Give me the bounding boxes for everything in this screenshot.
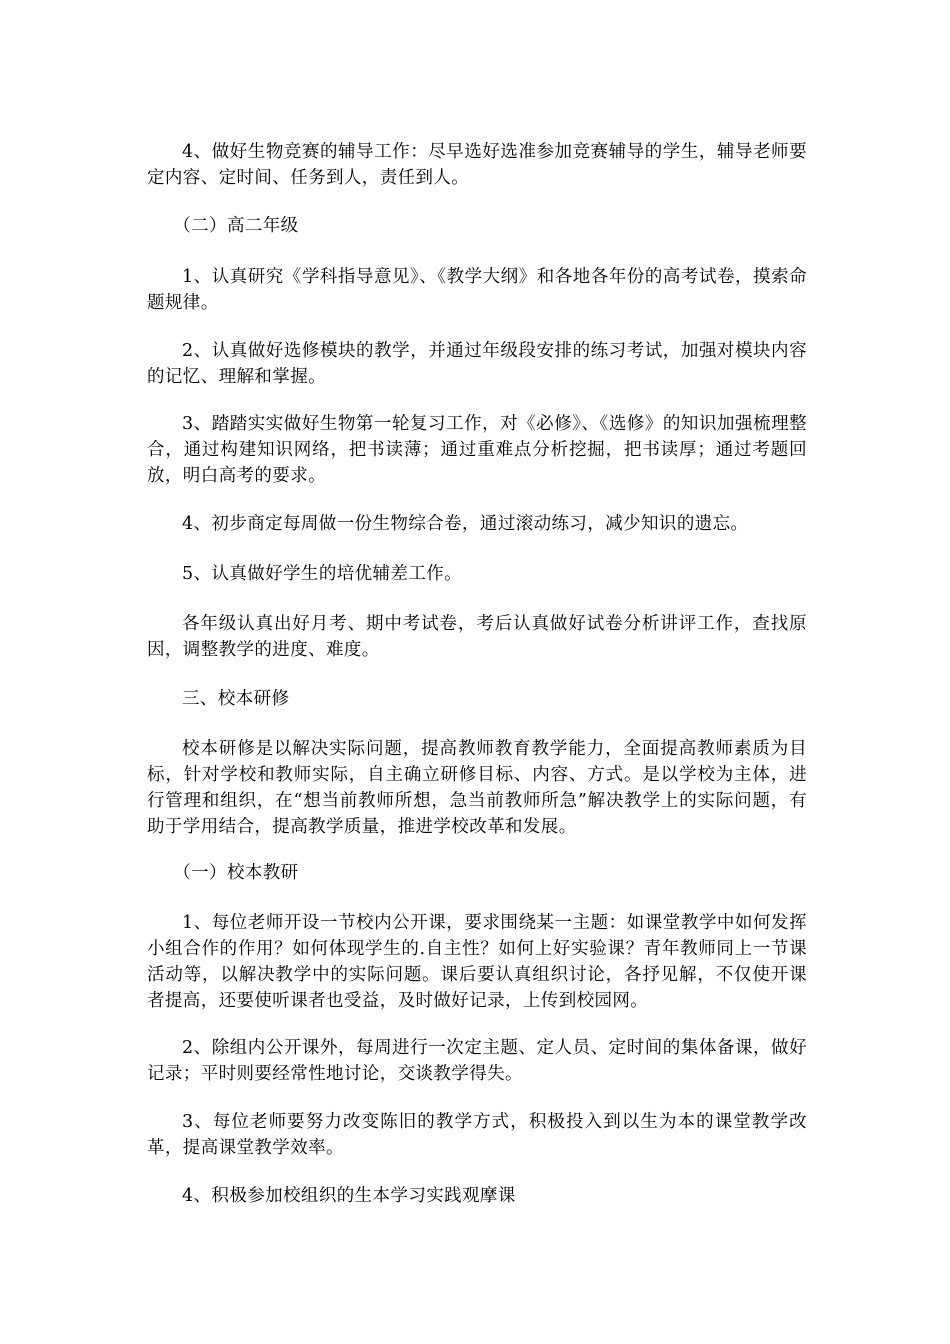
- paragraph-collective-lesson-prep: 2、除组内公开课外，每周进行一次定主题、定人员、定时间的集体备课，做好记录；平时则要经常性地讨论，交谈教学得失。: [147, 1038, 807, 1084]
- paragraph-school-training-intro: 校本研修是以解决实际问题，提高教师教育教学能力，全面提高教师素质为目标，针对学校和教师实际，自主确立研修目标、内容、方式。是以学校为主体，进行管理和组织，在“想当前教师所想，急当前教师所急”解决教学上的实际问题，有助于学用结合，提高教学质量，推进学校改革和发展。: [147, 739, 807, 837]
- paragraph-tutoring: 5、认真做好学生的培优辅差工作。: [182, 564, 463, 584]
- paragraph-elective-modules: 2、认真做好选修模块的教学，并通过年级段安排的练习考试，加强对模块内容的记忆、理解和掌握。: [147, 341, 807, 387]
- section-heading-school-training: 三、校本研修: [182, 689, 290, 709]
- paragraph-open-class: 1、每位老师开设一节校内公开课，要求围绕某一主题：如课堂教学中如何发挥小组合作的作用？如何体现学生的.自主性？如何上好实验课？青年教师同上一节课活动等，以解决教学中的实际问题。课后要认真组织讨论，各抒见解，不仅使开课者提高，还要使听课者也受益，及时做好记录，上传到校园网。: [147, 913, 807, 1011]
- paragraph-weekly-paper: 4、初步商定每周做一份生物综合卷，通过滚动练习，减少知识的遗忘。: [182, 514, 749, 534]
- paragraph-biology-competition: 4、做好生物竞赛的辅导工作：尽早选好选准参加竞赛辅导的学生，辅导老师要定内容、定时间、任务到人，责任到人。: [147, 142, 807, 188]
- paragraph-study-guidance: 1、认真研究《学科指导意见》、《教学大纲》和各地各年份的高考试卷，摸索命题规律。: [147, 267, 807, 313]
- section-heading-school-research: （一）校本教研: [173, 863, 299, 883]
- paragraph-exam-analysis: 各年级认真出好月考、期中考试卷，考后认真做好试卷分析讲评工作，查找原因，调整教学的进度、难度。: [147, 614, 807, 660]
- section-heading-grade-two: （二）高二年级: [173, 216, 299, 236]
- paragraph-teaching-reform: 3、每位老师要努力改变陈旧的教学方式，积极投入到以生为本的课堂教学改革，提高课堂教学效率。: [147, 1112, 807, 1158]
- paragraph-first-round-review: 3、踏踏实实做好生物第一轮复习工作，对《必修》、《选修》的知识加强梳理整合，通过构建知识网络，把书读薄；通过重难点分析挖掘，把书读厚；通过考题回放，明白高考的要求。: [147, 414, 807, 486]
- paragraph-observation-class: 4、积极参加校组织的生本学习实践观摩课: [182, 1186, 516, 1206]
